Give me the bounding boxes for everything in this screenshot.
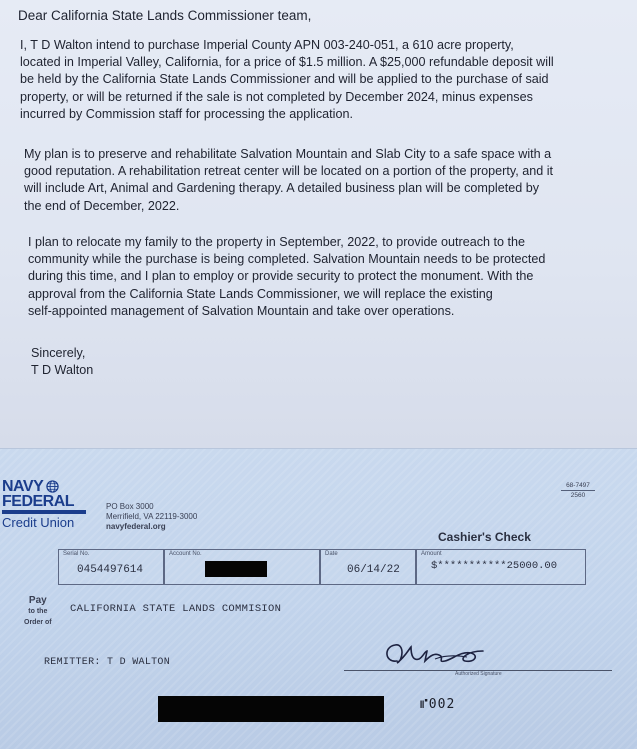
paragraph-line: I, T D Walton intend to purchase Imperial County APN 003-240-051, a 610 acre property, [20,38,514,52]
serial-number-box [58,549,164,585]
address-line-1: PO Box 3000 [106,502,154,511]
closing-salutation: Sincerely, [31,346,86,360]
paragraph-line: during this time, and I plan to employ or provide security to protect the monument. With the [28,269,534,284]
account-caption: Account No. [169,551,202,557]
bank-address [106,502,197,532]
date-caption: Date [325,551,338,557]
paragraph-line: community while the purchase is being completed. Salvation Mountain needs to be protected [28,252,546,267]
bank-name-line1: NAVY [2,478,44,495]
globe-icon [46,480,59,493]
account-number-box [164,549,320,585]
amount-box [416,549,586,585]
pay-order-of: Order of [24,619,52,626]
paragraph-line: self-appointed management of Salvation Mountain and take over operations. [28,303,455,318]
bank-name-line2: FEDERAL [2,493,75,510]
date-box [320,549,416,585]
paragraph-line: be held by the California State Lands Commissioner and will be applied to the purchase of said [20,72,549,87]
routing-top: 68-7497 [566,482,590,489]
paragraph-line: approval from the California State Lands Commissioner, we will replace the existing [28,286,493,301]
logo-underline [2,510,86,514]
payee-name: CALIFORNIA STATE LANDS COMMISION [70,603,282,615]
closing-name: T D Walton [31,363,94,377]
redaction-bar [205,561,267,577]
pay-word: Pay [28,595,47,606]
letter-paragraph-2 [24,146,584,215]
letter-closing [31,345,93,379]
paragraph-line: good reputation. A rehabilitation retreat center will be located on a portion of the property, and it [24,164,554,179]
bank-name-line3: Credit Union [2,515,75,530]
paragraph-line: incurred by Commission staff for processing the application. [20,106,353,121]
date-value: 06/14/22 [347,564,400,576]
pay-to-the: to the [28,608,48,615]
paragraph-line: the end of December, 2022. [24,198,180,213]
letter-greeting: Dear California State Lands Commissioner team, [18,8,312,23]
cashiers-check [0,448,637,749]
letter-paragraph-3 [28,234,588,320]
signature-caption: Authorized Signature [455,671,502,677]
paragraph-line: property, or will be returned if the sale is not completed by December 2024, minus expenses [20,89,533,104]
paragraph-line: located in Imperial Valley, California, for a price of $1.5 million. A $25,000 refundable deposit will [20,55,554,70]
routing-fraction [561,481,595,500]
micr-line: ⑈002 [420,697,456,712]
paragraph-line: will include Art, Animal and Gardening therapy. A detailed business plan will be completed by [24,181,540,196]
handwritten-signature [375,637,495,673]
remitter: REMITTER: T D WALTON [44,657,171,668]
paragraph-line: My plan is to preserve and rehabilitate Salvation Mountain and Slab City to a safe space with a [24,147,552,161]
amount-value: $***********25000.00 [431,560,558,572]
address-line-2: Merrifield, VA 22119-3000 [106,512,198,521]
serial-value: 0454497614 [77,564,144,576]
routing-bottom: 2560 [570,492,586,499]
amount-caption: Amount [421,551,442,557]
letter-paragraph-1 [20,37,580,123]
bank-logo [2,479,86,530]
paragraph-line: I plan to relocate my family to the property in September, 2022, to provide outreach to the [28,235,526,249]
check-type-title: Cashier's Check [438,530,531,544]
bank-website: navyfederal.org [106,522,166,531]
micr-redaction-bar [158,696,384,722]
pay-label [24,595,52,628]
serial-caption: Serial No. [63,551,90,557]
